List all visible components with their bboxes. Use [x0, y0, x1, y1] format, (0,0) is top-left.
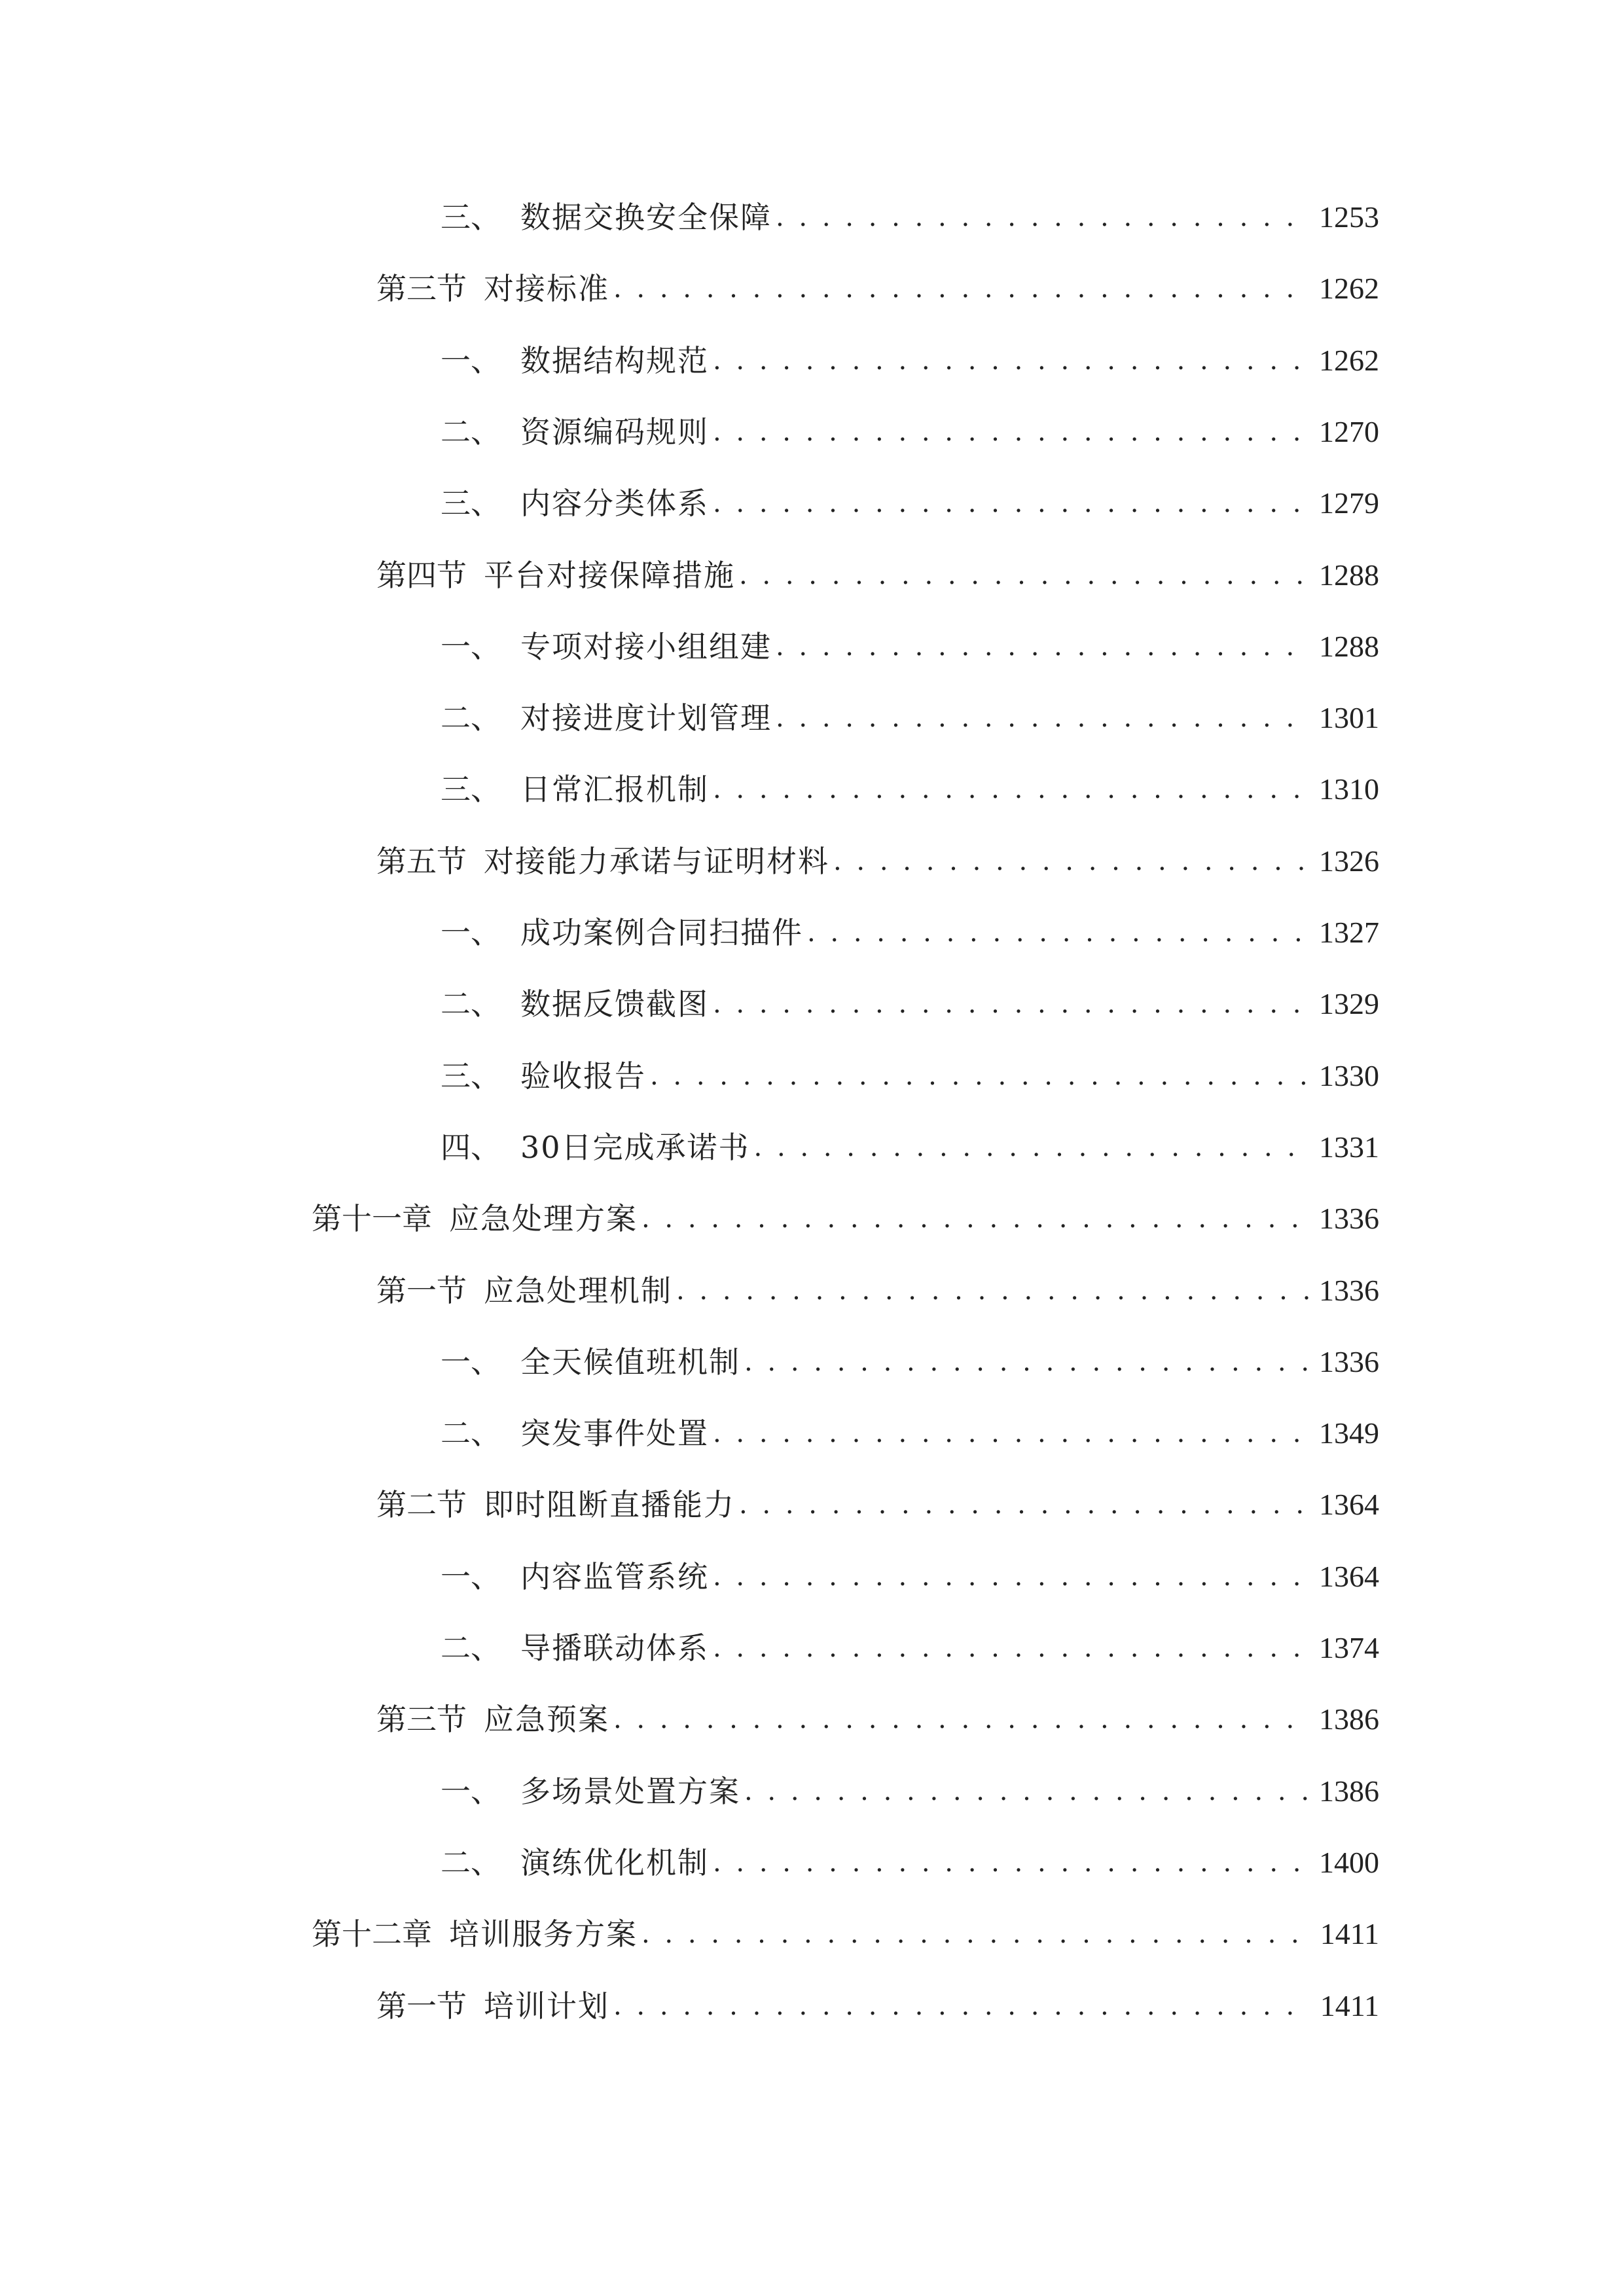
toc-entry-page-number: 1270: [1319, 415, 1379, 448]
toc-entry-page-number: 1386: [1319, 1774, 1379, 1808]
dot-leader: [713, 763, 1310, 816]
toc-entry[interactable]: [441, 1765, 1379, 1818]
toc-entry-page-number: 1301: [1319, 701, 1379, 734]
toc-entry[interactable]: [376, 1980, 1379, 2032]
toc-entry-page-number: 1310: [1319, 772, 1379, 806]
dot-leader: [776, 191, 1310, 243]
toc-entry[interactable]: [376, 1265, 1379, 1317]
toc-entry-title: 培训计划: [484, 1988, 609, 2024]
dot-leader: [713, 1837, 1310, 1889]
toc-entry[interactable]: [441, 978, 1379, 1030]
toc-entry-title: 突发事件处置: [520, 1416, 709, 1451]
toc-entry-title: 成功案例合同扫描件: [520, 915, 803, 950]
dot-leader: [641, 1193, 1310, 1245]
toc-entry-title: 内容监管系统: [520, 1559, 709, 1594]
dot-leader: [776, 620, 1310, 673]
toc-entry-title: 平台对接保障措施: [484, 558, 735, 593]
toc-entry-page-number: 1288: [1319, 558, 1379, 592]
toc-entry[interactable]: [441, 1837, 1379, 1889]
toc-entry[interactable]: [312, 1193, 1379, 1245]
dot-leader: [613, 262, 1310, 315]
toc-entry[interactable]: [376, 549, 1379, 601]
toc-entry-page-number: 1253: [1319, 200, 1379, 234]
toc-entry-page-number: 1364: [1319, 1560, 1379, 1593]
toc-entry-title: 对接标准: [484, 271, 609, 306]
toc-entry-page-number: 1331: [1319, 1130, 1379, 1164]
toc-entry-page-number: 1262: [1319, 344, 1379, 377]
toc-entry-page-number: 1411: [1320, 1917, 1379, 1950]
dot-leader: [713, 477, 1310, 529]
toc-entry-number: 第三节: [376, 1702, 467, 1737]
toc-entry-title: 全天候值班机制: [520, 1344, 740, 1380]
toc-entry-page-number: 1326: [1319, 844, 1379, 878]
toc-entry-title: 应急处理方案: [449, 1201, 638, 1236]
dot-leader: [744, 1765, 1310, 1818]
toc-entry-title: 资源编码规则: [520, 414, 709, 450]
toc-entry[interactable]: [312, 1908, 1379, 1960]
toc-entry-title: 数据反馈截图: [520, 986, 709, 1022]
toc-entry[interactable]: [376, 262, 1379, 315]
toc-entry-number: 二、: [441, 1845, 501, 1880]
toc-entry-number: 第五节: [376, 844, 467, 879]
toc-entry-page-number: 1386: [1319, 1702, 1379, 1736]
toc-entry-title: 演练优化机制: [520, 1845, 709, 1880]
dot-leader: [833, 835, 1310, 888]
toc-entry-number: 第三节: [376, 271, 467, 306]
toc-entry-number: 一、: [441, 1559, 501, 1594]
toc-entry-number: 第一节: [376, 1273, 467, 1308]
dot-leader: [676, 1265, 1310, 1317]
toc-entry-number: 第十二章: [312, 1916, 432, 1952]
toc-entry[interactable]: [441, 692, 1379, 744]
dot-leader: [641, 1908, 1311, 1960]
toc-entry-number: 一、: [441, 1344, 501, 1380]
toc-entry-title: 数据交换安全保障: [520, 200, 772, 235]
toc-entry[interactable]: [441, 620, 1379, 673]
dot-leader: [713, 1407, 1310, 1460]
toc-entry-number: 第二节: [376, 1487, 467, 1522]
toc-entry-title: 应急预案: [484, 1702, 609, 1737]
toc-entry-title: 对接能力承诺与证明材料: [484, 844, 829, 879]
toc-entry-number: 一、: [441, 343, 501, 378]
toc-entry-title: 日常汇报机制: [520, 772, 709, 807]
dot-leader: [739, 549, 1310, 601]
toc-entry-page-number: 1330: [1319, 1059, 1379, 1092]
toc-entry-number: 三、: [441, 1058, 501, 1094]
dot-leader: [650, 1050, 1310, 1102]
dot-leader: [776, 692, 1310, 744]
toc-entry[interactable]: [441, 191, 1379, 243]
toc-entry-title: 培训服务方案: [449, 1916, 638, 1952]
toc-entry-number: 一、: [441, 629, 501, 664]
dot-leader: [807, 906, 1310, 959]
dot-leader: [713, 406, 1310, 458]
toc-entry-page-number: 1364: [1319, 1488, 1379, 1521]
toc-entry-title: 即时阻断直播能力: [484, 1487, 735, 1522]
toc-entry-number: 三、: [441, 200, 501, 235]
toc-entry[interactable]: [376, 1693, 1379, 1746]
dot-leader: [613, 1693, 1310, 1746]
toc-entry-page-number: 1336: [1319, 1345, 1379, 1378]
toc-entry-title: 对接进度计划管理: [520, 700, 772, 736]
toc-entry-number: 三、: [441, 772, 501, 807]
toc-entry-title: 应急处理机制: [484, 1273, 672, 1308]
toc-entry-number: 二、: [441, 414, 501, 450]
toc-entry-title: 30日完成承诺书: [520, 1130, 750, 1165]
toc-entry[interactable]: [441, 1407, 1379, 1460]
toc-entry-number: 第一节: [376, 1988, 467, 2024]
toc-entry[interactable]: [441, 334, 1379, 387]
toc-entry-title: 验收报告: [520, 1058, 646, 1094]
dot-leader: [744, 1336, 1310, 1388]
toc-entry-page-number: 1336: [1319, 1274, 1379, 1307]
dot-leader: [754, 1121, 1310, 1174]
toc-entry-number: 二、: [441, 1416, 501, 1451]
toc-entry-title: 专项对接小组组建: [520, 629, 772, 664]
toc-entry-page-number: 1262: [1319, 272, 1379, 305]
toc-entry-number: 二、: [441, 1630, 501, 1666]
toc-entry[interactable]: [441, 1622, 1379, 1674]
toc-entry-number: 二、: [441, 700, 501, 736]
toc-entry-number: 第十一章: [312, 1201, 432, 1236]
toc-entry[interactable]: [441, 1050, 1379, 1102]
toc-entry-page-number: 1411: [1320, 1989, 1379, 2022]
toc-entry[interactable]: [441, 406, 1379, 458]
toc-entry-number: 第四节: [376, 558, 467, 593]
toc-entry[interactable]: [376, 835, 1379, 888]
toc-entry[interactable]: [441, 1336, 1379, 1388]
toc-entry-page-number: 1288: [1319, 630, 1379, 663]
toc-entry-page-number: 1327: [1319, 916, 1379, 949]
dot-leader: [713, 1551, 1310, 1603]
toc-entry-page-number: 1400: [1319, 1846, 1379, 1879]
dot-leader: [613, 1980, 1311, 2032]
toc-entry-page-number: 1329: [1319, 987, 1379, 1020]
toc-entry-title: 多场景处置方案: [520, 1774, 740, 1809]
toc-entry[interactable]: [441, 906, 1379, 959]
toc-entry[interactable]: [441, 1121, 1379, 1174]
toc-entry-number: 三、: [441, 486, 501, 521]
toc-entry-page-number: 1336: [1319, 1202, 1379, 1235]
toc-entry-title: 导播联动体系: [520, 1630, 709, 1666]
toc-entry[interactable]: [376, 1479, 1379, 1531]
toc-entry-page-number: 1374: [1319, 1631, 1379, 1664]
toc-entry-number: 四、: [441, 1130, 501, 1165]
dot-leader: [713, 1622, 1310, 1674]
toc-entry-title: 内容分类体系: [520, 486, 709, 521]
toc-entry-title: 数据结构规范: [520, 343, 709, 378]
toc-entry-page-number: 1349: [1319, 1416, 1379, 1450]
toc-entry[interactable]: [441, 477, 1379, 529]
dot-leader: [713, 334, 1310, 387]
toc-entry[interactable]: [441, 763, 1379, 816]
toc-entry[interactable]: [441, 1551, 1379, 1603]
toc-entry-number: 一、: [441, 1774, 501, 1809]
dot-leader: [739, 1479, 1310, 1531]
toc-entry-page-number: 1279: [1319, 486, 1379, 520]
toc-entry-number: 一、: [441, 915, 501, 950]
toc-entry-number: 二、: [441, 986, 501, 1022]
dot-leader: [713, 978, 1310, 1030]
